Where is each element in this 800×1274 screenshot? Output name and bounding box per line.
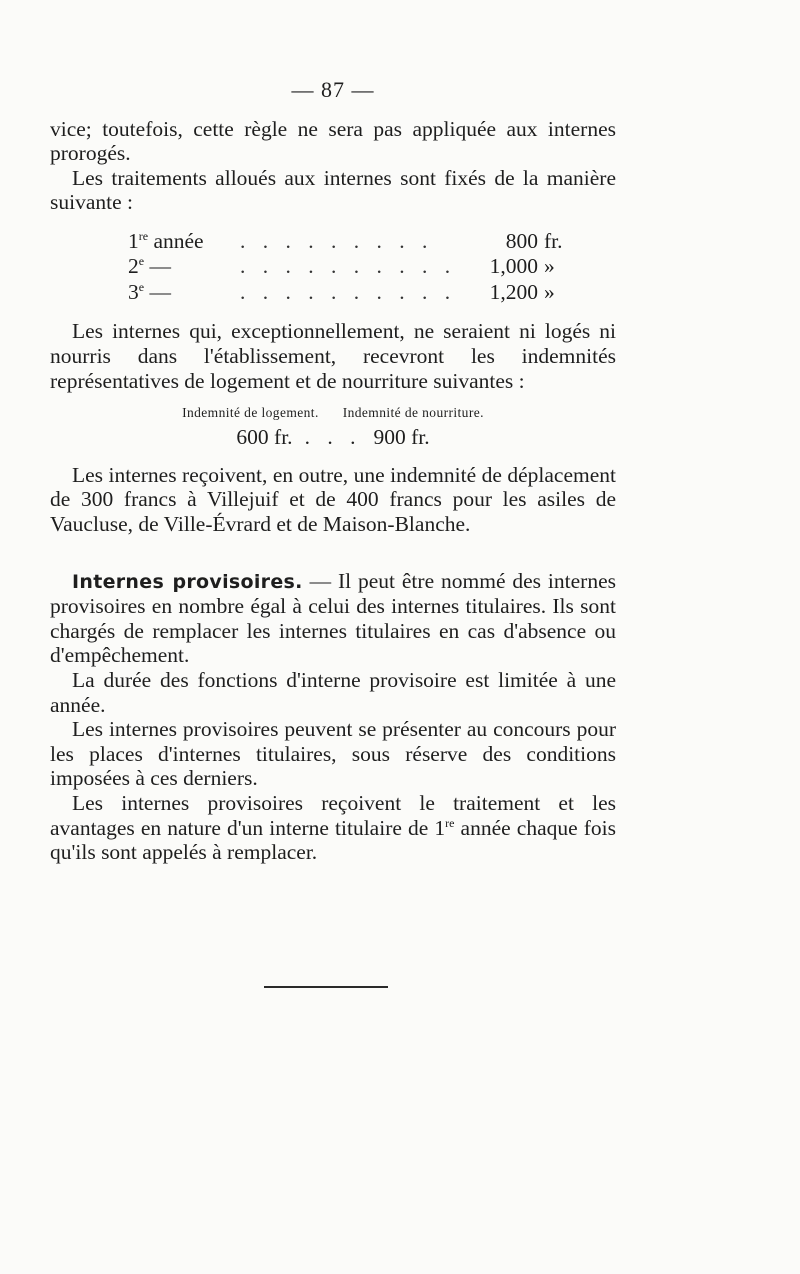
- salary-row-3: 3e — . . . . . . . . . . 1,200 »: [128, 279, 555, 304]
- page-content: [50, 78, 616, 865]
- paragraph-4: Les internes reçoivent, en outre, une indemnité de déplacement de 300 francs à Villejuif et de 400 francs pour les asiles de Vaucluse, de Ville-Évrard et de Maison-Blanche.: [50, 462, 616, 537]
- paragraph-3: Les internes qui, exceptionnellement, ne seraient ni logés ni nourris dans l'établissement, recevront les indemnités représentatives de logement et de nourriture suivantes :: [50, 319, 616, 393]
- section-title-internes-provisoires: Internes provisoires.: [72, 570, 303, 593]
- indemnity-nourriture-label: Indemnité de nourriture.: [342, 405, 484, 421]
- paragraph-2: Les traitements alloués aux internes sont fixés de la manière suivante :: [50, 165, 616, 215]
- paragraph-7: Les internes provisoires peuvent se présenter au concours pour les places d'internes titulaires, sous réserve des conditions imposées à ces derniers.: [50, 717, 616, 791]
- indemnity-separator: . . .: [304, 425, 362, 450]
- indemnity-logement-value: 600 fr.: [236, 425, 293, 450]
- paragraph-5: Internes provisoires. — Il peut être nommé des internes provisoires en nombre égal à celui des internes titulaires. Ils sont chargés de remplacer les internes titulaires en cas d'absence ou d'empêchement.: [50, 568, 616, 668]
- paragraph-1: vice; toutefois, cette règle ne sera pas appliquée aux internes prorogés.: [50, 116, 616, 166]
- page-number: — 87 —: [291, 77, 375, 102]
- salary-table: [128, 229, 586, 306]
- end-rule: [264, 986, 388, 988]
- salary-row-2: 2e — . . . . . . . . . . 1,000 »: [128, 254, 555, 279]
- paragraph-8: Les internes provisoires reçoivent le traitement et les avantages en nature d'un interne titulaire de 1re année chaque fois qu'ils sont appelés à remplacer.: [50, 790, 616, 865]
- indemnity-nourriture-value: 900 fr.: [373, 425, 430, 450]
- indemnity-logement-label: Indemnité de logement.: [182, 405, 319, 421]
- salary-row-1: 1re année . . . . . . . . . 800 fr.: [128, 228, 563, 253]
- indemnities-block: [50, 405, 616, 450]
- paragraph-6: La durée des fonctions d'interne provisoire est limitée à une année.: [50, 668, 616, 717]
